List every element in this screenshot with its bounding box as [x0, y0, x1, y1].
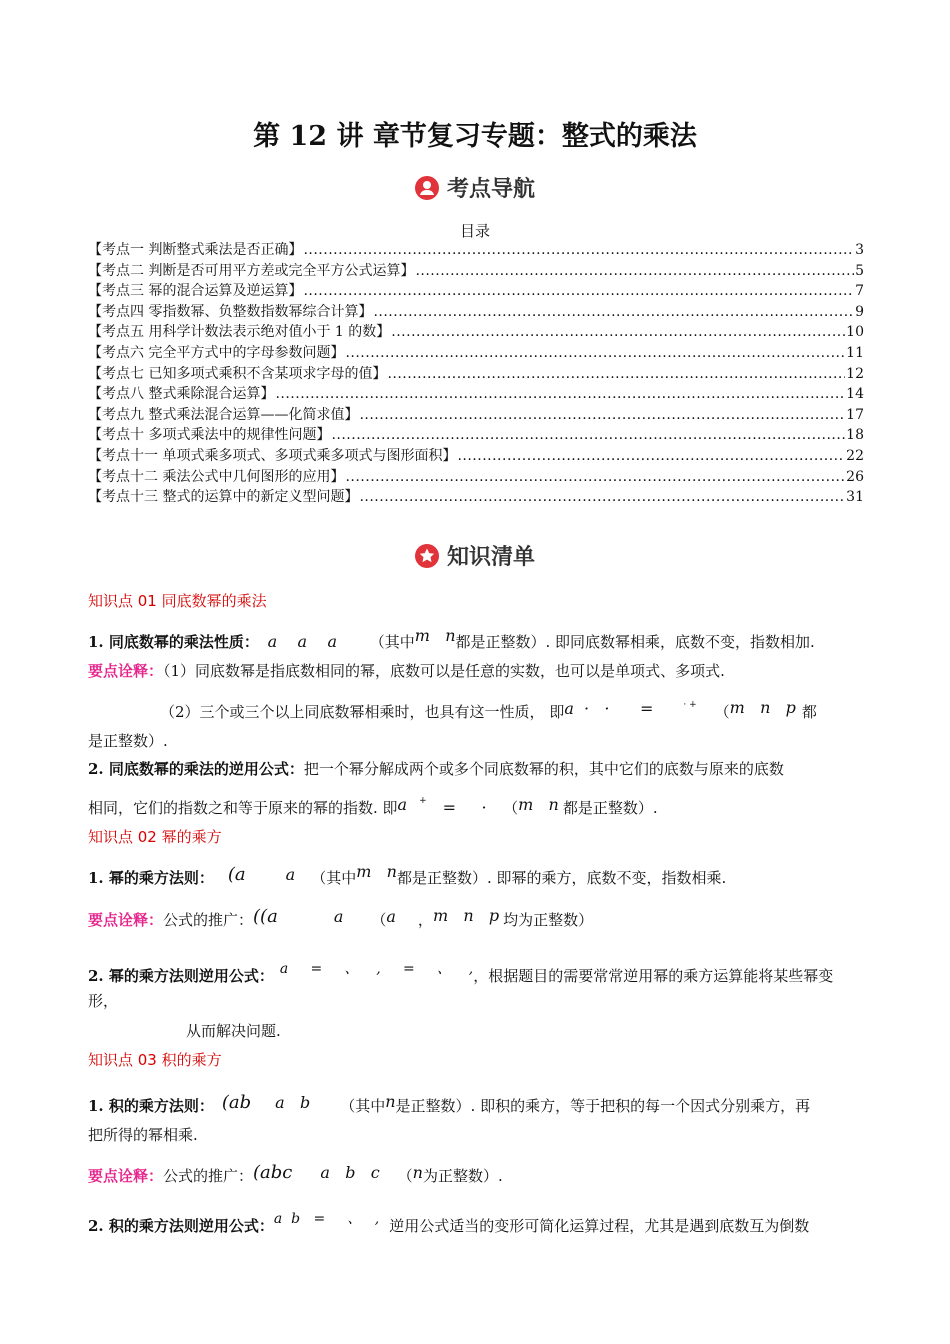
- kp1-rule-cond-post: 都是正整数）. 即同底数幂相乘，底数不变，指数相加.: [455, 633, 815, 651]
- kp3-note-cond-pre: （: [397, 1167, 413, 1185]
- toc-item[interactable]: [88, 467, 864, 488]
- toc-leader-dots: [275, 384, 845, 405]
- kp2-note-math-1: ((a: [253, 906, 278, 927]
- toc-leader-dots: [345, 467, 845, 488]
- toc-item[interactable]: [88, 384, 864, 405]
- kp1-note2-math: a · · =: [564, 699, 654, 718]
- toc-item[interactable]: [88, 261, 864, 282]
- nav-heading: [0, 172, 950, 203]
- toc-item[interactable]: [88, 322, 864, 343]
- kp2-inv-label: 2. 幂的乘方法则逆用公式：: [88, 967, 274, 985]
- toc-item[interactable]: [88, 425, 864, 446]
- toc-list: [88, 240, 864, 508]
- user-icon: [415, 176, 439, 200]
- kp2-rule-math-2: a: [285, 865, 296, 884]
- toc-item-label: 【考点八 整式乘除混合运算】: [88, 386, 275, 403]
- toc-item[interactable]: [88, 487, 864, 508]
- toc-leader-dots: [391, 322, 845, 343]
- kp2-note-label: 要点诠释：: [88, 911, 164, 929]
- toc-leader-dots: [387, 364, 845, 385]
- kp1-inv-cond-pre: （: [510, 799, 519, 817]
- kp2-note-cond-math: a: [386, 907, 396, 926]
- kp1-note2-cond-post: 都: [801, 703, 817, 721]
- kp2-note-text: 公式的推广：: [163, 911, 254, 929]
- kp1-title: 知识点 01 同底数幂的乘法: [88, 592, 267, 610]
- kp1-rule-cond-pre: （其中: [369, 633, 415, 651]
- toc-item-page: 9: [855, 303, 864, 320]
- toc-item[interactable]: [88, 281, 864, 302]
- kp1-inv-text2: 相同，它们的指数之和等于原来的幂的指数. 即: [88, 799, 398, 817]
- toc-item-page: 14: [846, 386, 864, 403]
- toc-item-label: 【考点十三 整式的运算中的新定义型问题】: [88, 489, 359, 506]
- kp2-inv-tail2: 从而解决问题.: [186, 1022, 281, 1040]
- toc-item-label: 【考点五 用科学计数法表示绝对值小于 1 的数】: [88, 324, 391, 341]
- kp1-note-text: （1）同底数幂是指底数相同的幂，底数可以是任意的实数，也可以是单项式、多项式.: [163, 662, 725, 680]
- kp3-rule: [88, 1092, 866, 1116]
- kp1-rule-label: 1. 同底数幂的乘法性质：: [88, 633, 259, 651]
- kp1-rule-formula: a a a: [267, 632, 337, 651]
- toc-item-page: 17: [846, 406, 864, 423]
- nav-heading-text: 考点导航: [446, 177, 535, 202]
- toc-item[interactable]: [88, 364, 864, 385]
- knowledge-heading-text: 知识清单: [446, 545, 535, 570]
- toc-leader-dots: [331, 425, 845, 446]
- kp1-note2-cond-math: m n p: [729, 698, 796, 717]
- kp3-rule-math-1: (ab: [221, 1092, 252, 1113]
- kp1-note2-cond-pre: （: [714, 703, 730, 721]
- page-title: 第 12 讲 章节复习专题：整式的乘法: [253, 121, 697, 152]
- kp3-note-label: 要点诠释：: [88, 1167, 164, 1185]
- toc-item-label: 【考点二 判断是否可用平方差或完全平方公式运算】: [88, 262, 415, 279]
- toc-item-label: 【考点一 判断整式乘法是否正确】: [88, 242, 303, 258]
- kp1-note2: [160, 698, 866, 722]
- toc-item[interactable]: [88, 446, 864, 467]
- toc-item-label: 【考点十 多项式乘法中的规律性问题】: [88, 427, 331, 444]
- toc-item-label: 【考点三 幂的混合运算及逆运算】: [88, 283, 303, 300]
- kp3-rule-math-2: a b: [275, 1093, 311, 1112]
- toc-heading: 目录: [459, 222, 490, 240]
- toc-item-page: 11: [846, 344, 864, 361]
- kp2-note-cond-mid: ，: [417, 911, 433, 929]
- kp3-note-math-1: (abc: [253, 1162, 293, 1183]
- toc-item-label: 【考点十一 单项式乘多项式、多项式乘多项式与图形面积】: [88, 447, 457, 464]
- kp3-rule-cond-math: n: [385, 1092, 396, 1111]
- toc-item-label: 【考点六 完全平方式中的字母参数问题】: [88, 344, 345, 361]
- kp1-note2-pre: （2）三个或三个以上同底数幂相乘时，也具有这一性质， 即: [160, 703, 565, 721]
- kp1-note2-sup: · +: [683, 700, 697, 710]
- kp2-rule-cond-post: 都是正整数）. 即幂的乘方，底数不变，指数相乘.: [396, 869, 727, 887]
- kp3-note-math-2: a b c: [320, 1163, 380, 1182]
- kp3-note-cond-post: 为正整数）.: [422, 1167, 503, 1185]
- toc-leader-dots: [457, 446, 845, 467]
- kp1-note: [88, 660, 866, 681]
- kp1-inv-sup: +: [419, 796, 427, 806]
- kp2-rule-cond-pre: （其中: [311, 869, 357, 887]
- kp3-inv-math: a b = 、 ,: [273, 1211, 380, 1227]
- kp2-title: 知识点 02 幂的乘方: [88, 828, 222, 846]
- toc-item-page: 5: [855, 262, 864, 279]
- kp3-note: [88, 1162, 866, 1186]
- toc-item-page: 12: [846, 365, 864, 382]
- star-icon: [415, 544, 439, 568]
- kp2-note-cond-math2: m n p: [432, 906, 500, 925]
- kp2-note: [88, 906, 866, 930]
- kp3-rule-cond-pre: （其中: [340, 1097, 386, 1115]
- toc-item-page: 22: [846, 447, 864, 464]
- kp1-rule-cond-math: m n: [414, 626, 456, 645]
- kp3-title: 知识点 03 积的乘方: [88, 1051, 222, 1069]
- toc-leader-dots: [373, 302, 854, 323]
- toc-item-label: 【考点九 整式乘法混合运算——化简求值】: [88, 406, 359, 423]
- kp1-inv-label: 2. 同底数幂的乘法的逆用公式：: [88, 760, 304, 778]
- toc-item[interactable]: [88, 302, 864, 323]
- kp2-note-cond-post: 均为正整数）: [503, 911, 594, 929]
- kp2-inv-text: ，根据题目的需要常常逆用幂的乘方运算能将某些幂变: [473, 967, 834, 985]
- toc-item[interactable]: [88, 343, 864, 364]
- toc-item-page: 3: [855, 242, 864, 258]
- kp1-inv-text1: 把一个幂分解成两个或多个同底数幂的积，其中它们的底数与原来的底数: [303, 760, 784, 778]
- toc-leader-dots: [345, 343, 845, 364]
- toc-leader-dots: [303, 240, 854, 261]
- kp3-inv-label: 2. 积的乘方法则逆用公式：: [88, 1217, 274, 1235]
- kp1-inv-math: a: [397, 795, 408, 814]
- kp2-inverse: [88, 958, 866, 986]
- kp2-rule-label: 1. 幂的乘方法则：: [88, 869, 214, 887]
- toc-item-label: 【考点四 零指数幂、负整数指数幂综合计算】: [88, 303, 373, 320]
- toc-leader-dots: [359, 487, 845, 508]
- kp1-inv-cond-math: m n: [518, 795, 559, 814]
- kp1-note-label: 要点诠释：: [88, 662, 164, 680]
- kp3-rule-label: 1. 积的乘方法则：: [88, 1097, 214, 1115]
- kp1-note2-tail: 是正整数）.: [88, 732, 168, 750]
- kp1-inverse-2: [88, 795, 866, 818]
- toc-item-page: 31: [846, 489, 864, 506]
- kp2-inv-tail: 形，: [88, 992, 119, 1010]
- kp3-rule-cond-post: 是正整数）. 即积的乘方，等于把积的每一个因式分别乘方，再: [395, 1097, 811, 1115]
- kp1-inv-cond-post: 都是正整数）.: [562, 799, 658, 817]
- kp3-inv-text: 逆用公式适当的变形可简化运算过程，尤其是遇到底数互为倒数: [389, 1217, 810, 1235]
- kp2-inv-math: a = 、 , = 、 ,: [279, 961, 474, 977]
- toc-leader-dots: [359, 405, 845, 426]
- toc-item-page: 10: [846, 324, 864, 341]
- kp3-rule-tail: 把所得的幂相乘.: [88, 1126, 198, 1144]
- toc-item-page: 26: [846, 468, 864, 485]
- kp2-rule-math-1: (a: [227, 864, 246, 885]
- kp3-note-text: 公式的推广：: [163, 1167, 254, 1185]
- toc-leader-dots: [303, 281, 854, 302]
- kp2-note-math-2: a: [333, 907, 344, 926]
- toc-item-page: 18: [846, 427, 864, 444]
- kp3-note-cond-math: n: [412, 1163, 423, 1182]
- kp1-inverse: [88, 758, 866, 779]
- toc-leader-dots: [415, 261, 854, 282]
- kp3-inverse: [88, 1208, 866, 1236]
- kp2-rule: [88, 862, 866, 888]
- kp1-inv-math2: = ·: [442, 798, 487, 817]
- toc-item-label: 【考点十二 乘法公式中几何图形的应用】: [88, 468, 345, 485]
- kp2-rule-cond-math: m n: [356, 862, 397, 881]
- kp1-rule: [88, 626, 866, 652]
- toc-item-page: 7: [855, 283, 864, 300]
- toc-item[interactable]: [88, 405, 864, 426]
- toc-item[interactable]: [88, 240, 864, 261]
- toc-item-label: 【考点七 已知多项式乘积不含某项求字母的值】: [88, 365, 387, 382]
- kp2-note-cond-pre: （: [371, 911, 387, 929]
- knowledge-heading: [0, 540, 950, 571]
